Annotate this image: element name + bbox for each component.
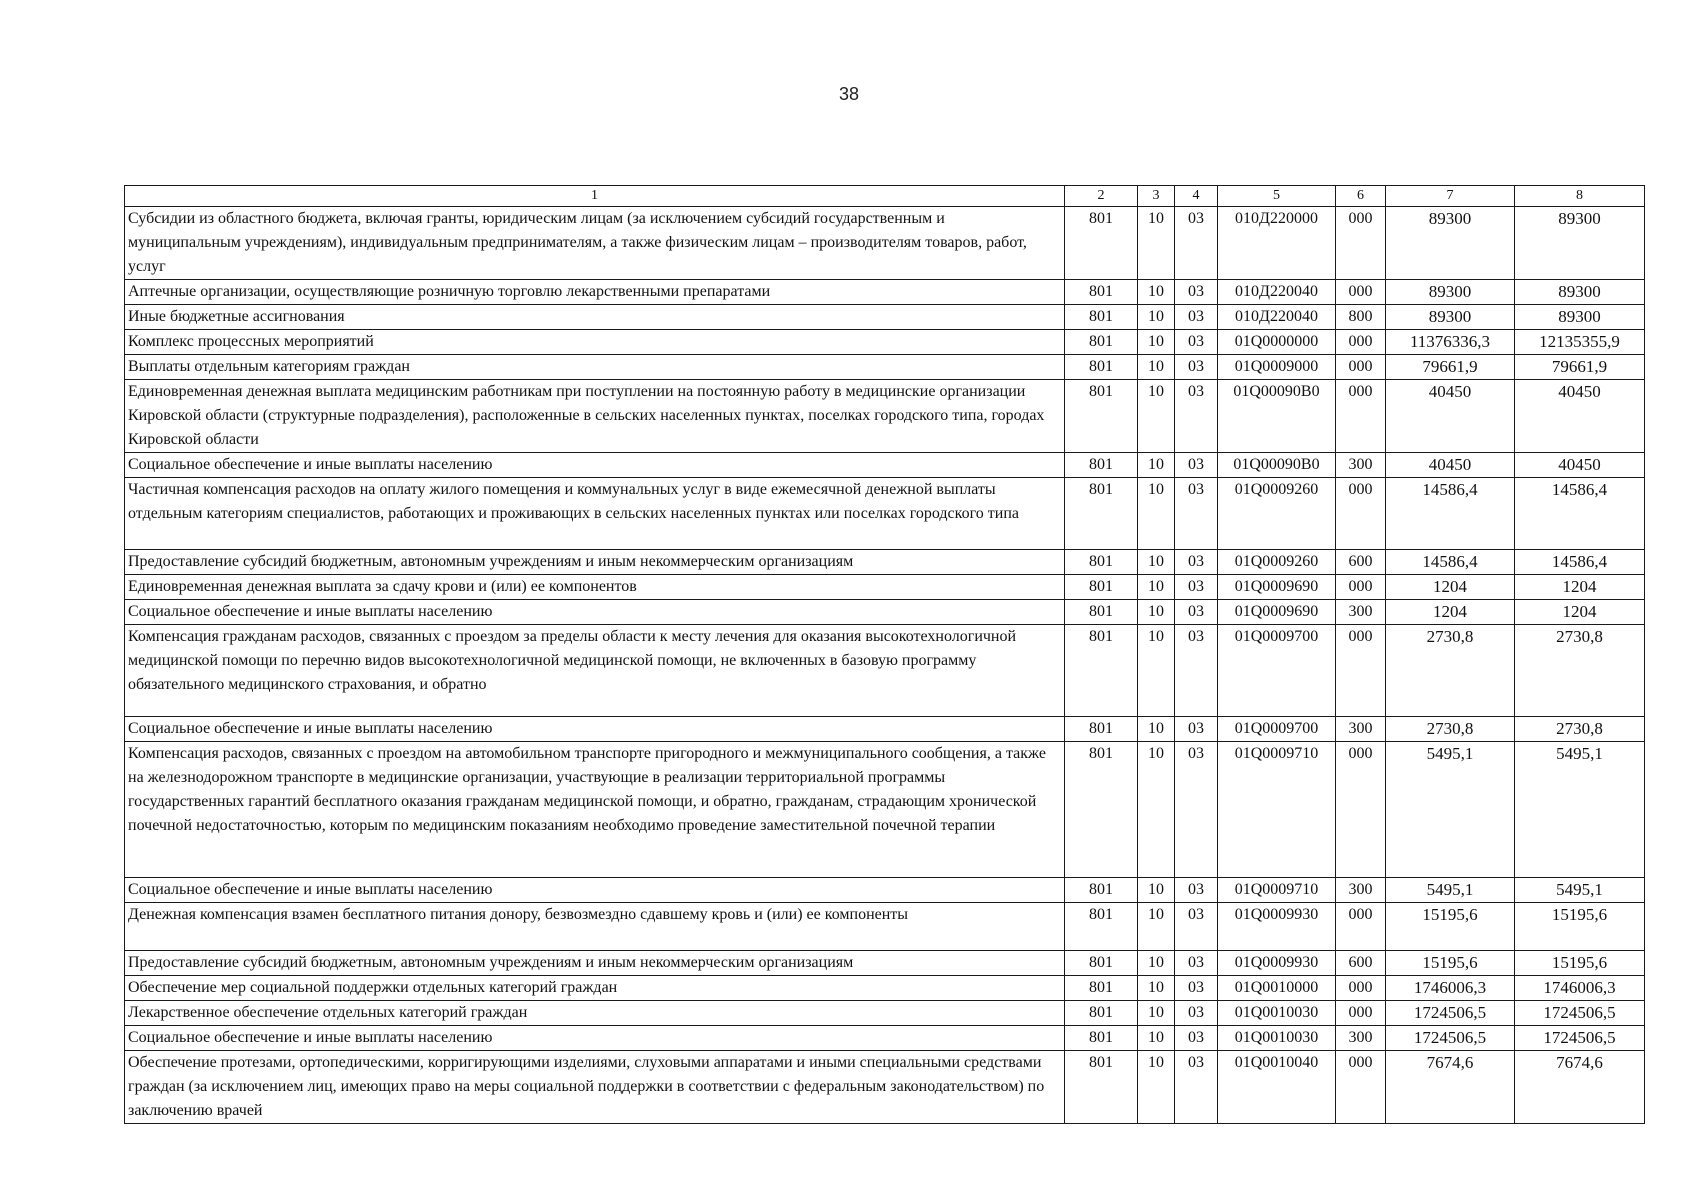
ministry-code-cell: 801 [1065,742,1138,878]
amount-year-1-cell: 15195,6 [1386,903,1515,951]
item-name-cell: Аптечные организации, осуществляющие розничную торговлю лекарственными препаратами [125,280,1065,305]
expense-type-cell: 000 [1336,903,1386,951]
target-article-cell: 01Q0009930 [1218,903,1336,951]
item-name-cell: Комплекс процессных мероприятий [125,330,1065,355]
table-row [125,305,1645,330]
header-row [125,186,1645,207]
section-code-cell: 10 [1138,976,1175,1001]
section-code-cell: 10 [1138,380,1175,453]
ministry-code-cell: 801 [1065,903,1138,951]
target-article-cell: 01Q0009260 [1218,478,1336,550]
amount-year-1-cell: 40450 [1386,380,1515,453]
section-code-cell: 10 [1138,717,1175,742]
amount-year-2-cell: 40450 [1515,380,1645,453]
target-article-cell: 01Q0009710 [1218,742,1336,878]
target-article-cell: 01Q0009700 [1218,625,1336,717]
expense-type-cell: 000 [1336,625,1386,717]
item-name-cell: Единовременная денежная выплата медицинским работникам при поступлении на постоянную работу в медицинские организации Кировской области (структурные подразделения), расположенные в сельских населенных пунктах, поселках городского типа, городах Кировской области [125,380,1065,453]
expense-type-cell: 300 [1336,717,1386,742]
target-article-cell: 01Q0009710 [1218,878,1336,903]
item-name-cell: Компенсация гражданам расходов, связанных с проездом за пределы области к месту лечения для оказания высокотехнологичной медицинской помощи по перечню видов высокотехнологичной медицинской помощи, не включенных в базовую программу обязательного медицинского страхования, и обратно [125,625,1065,717]
amount-year-2-cell: 89300 [1515,280,1645,305]
section-code-cell: 10 [1138,878,1175,903]
section-code-cell: 10 [1138,478,1175,550]
section-code-cell: 10 [1138,207,1175,280]
amount-year-1-cell: 14586,4 [1386,550,1515,575]
ministry-code-cell: 801 [1065,453,1138,478]
ministry-code-cell: 801 [1065,207,1138,280]
amount-year-1-cell: 1204 [1386,575,1515,600]
amount-year-1-cell: 1724506,5 [1386,1001,1515,1026]
expense-type-cell: 300 [1336,453,1386,478]
table-row [125,951,1645,976]
target-article-cell: 01Q0009930 [1218,951,1336,976]
amount-year-1-cell: 89300 [1386,305,1515,330]
table-row [125,478,1645,550]
amount-year-1-cell: 14586,4 [1386,478,1515,550]
amount-year-1-cell: 5495,1 [1386,878,1515,903]
item-name-cell: Социальное обеспечение и иные выплаты населению [125,717,1065,742]
table-row [125,976,1645,1001]
table-row [125,717,1645,742]
ministry-code-cell: 801 [1065,280,1138,305]
subsection-code-cell: 03 [1175,280,1218,305]
ministry-code-cell: 801 [1065,951,1138,976]
subsection-code-cell: 03 [1175,478,1218,550]
header-cell: 2 [1065,186,1138,207]
section-code-cell: 10 [1138,600,1175,625]
header-cell: 3 [1138,186,1175,207]
expense-type-cell: 000 [1336,280,1386,305]
subsection-code-cell: 03 [1175,600,1218,625]
ministry-code-cell: 801 [1065,330,1138,355]
amount-year-1-cell: 1746006,3 [1386,976,1515,1001]
ministry-code-cell: 801 [1065,478,1138,550]
amount-year-1-cell: 5495,1 [1386,742,1515,878]
subsection-code-cell: 03 [1175,330,1218,355]
amount-year-2-cell: 1746006,3 [1515,976,1645,1001]
header-cell: 7 [1386,186,1515,207]
section-code-cell: 10 [1138,1051,1175,1124]
expense-type-cell: 600 [1336,951,1386,976]
header-cell: 4 [1175,186,1218,207]
target-article-cell: 01Q0010030 [1218,1026,1336,1051]
amount-year-1-cell: 2730,8 [1386,625,1515,717]
table-row [125,280,1645,305]
section-code-cell: 10 [1138,1001,1175,1026]
expense-type-cell: 000 [1336,742,1386,878]
amount-year-2-cell: 5495,1 [1515,878,1645,903]
table-row [125,1001,1645,1026]
section-code-cell: 10 [1138,453,1175,478]
item-name-cell: Частичная компенсация расходов на оплату жилого помещения и коммунальных услуг в виде ежемесячной денежной выплаты отдельным категориям специалистов, работающих и проживающих в сельских населенных пунктах или поселках городского типа [125,478,1065,550]
amount-year-1-cell: 89300 [1386,280,1515,305]
ministry-code-cell: 801 [1065,600,1138,625]
ministry-code-cell: 801 [1065,575,1138,600]
section-code-cell: 10 [1138,575,1175,600]
table-row [125,453,1645,478]
target-article-cell: 01Q0009260 [1218,550,1336,575]
item-name-cell: Выплаты отдельным категориям граждан [125,355,1065,380]
table-row [125,878,1645,903]
item-name-cell: Иные бюджетные ассигнования [125,305,1065,330]
amount-year-2-cell: 79661,9 [1515,355,1645,380]
amount-year-2-cell: 14586,4 [1515,550,1645,575]
amount-year-2-cell: 1724506,5 [1515,1026,1645,1051]
subsection-code-cell: 03 [1175,951,1218,976]
subsection-code-cell: 03 [1175,355,1218,380]
item-name-cell: Социальное обеспечение и иные выплаты населению [125,600,1065,625]
amount-year-2-cell: 1204 [1515,600,1645,625]
subsection-code-cell: 03 [1175,742,1218,878]
ministry-code-cell: 801 [1065,305,1138,330]
expense-type-cell: 300 [1336,600,1386,625]
item-name-cell: Предоставление субсидий бюджетным, автономным учреждениям и иным некоммерческим организациям [125,550,1065,575]
ministry-code-cell: 801 [1065,976,1138,1001]
ministry-code-cell: 801 [1065,717,1138,742]
header-cell: 8 [1515,186,1645,207]
amount-year-2-cell: 2730,8 [1515,717,1645,742]
target-article-cell: 01Q0000000 [1218,330,1336,355]
amount-year-1-cell: 15195,6 [1386,951,1515,976]
amount-year-2-cell: 2730,8 [1515,625,1645,717]
item-name-cell: Обеспечение мер социальной поддержки отдельных категорий граждан [125,976,1065,1001]
table-row [125,550,1645,575]
expense-type-cell: 000 [1336,478,1386,550]
expense-type-cell: 000 [1336,355,1386,380]
subsection-code-cell: 03 [1175,1001,1218,1026]
amount-year-1-cell: 2730,8 [1386,717,1515,742]
expense-type-cell: 300 [1336,1026,1386,1051]
item-name-cell: Обеспечение протезами, ортопедическими, корригирующими изделиями, слуховыми аппаратами и иными специальными средствами граждан (за исключением лиц, имеющих право на меры социальной поддержки в соответствии с федеральным законодательством) по заключению врачей [125,1051,1065,1124]
item-name-cell: Социальное обеспечение и иные выплаты населению [125,1026,1065,1051]
amount-year-2-cell: 5495,1 [1515,742,1645,878]
table-row [125,1051,1645,1124]
ministry-code-cell: 801 [1065,355,1138,380]
table-row [125,355,1645,380]
subsection-code-cell: 03 [1175,1051,1218,1124]
amount-year-2-cell: 1204 [1515,575,1645,600]
amount-year-2-cell: 14586,4 [1515,478,1645,550]
target-article-cell: 01Q0010000 [1218,976,1336,1001]
table-row [125,742,1645,878]
subsection-code-cell: 03 [1175,380,1218,453]
section-code-cell: 10 [1138,625,1175,717]
target-article-cell: 01Q0009690 [1218,600,1336,625]
expense-type-cell: 000 [1336,380,1386,453]
header-cell: 1 [125,186,1065,207]
section-code-cell: 10 [1138,1026,1175,1051]
amount-year-1-cell: 1204 [1386,600,1515,625]
target-article-cell: 010Д220000 [1218,207,1336,280]
ministry-code-cell: 801 [1065,550,1138,575]
target-article-cell: 010Д220040 [1218,305,1336,330]
expense-type-cell: 000 [1336,1001,1386,1026]
amount-year-2-cell: 40450 [1515,453,1645,478]
item-name-cell: Социальное обеспечение и иные выплаты населению [125,878,1065,903]
table-row [125,380,1645,453]
subsection-code-cell: 03 [1175,717,1218,742]
ministry-code-cell: 801 [1065,1001,1138,1026]
expense-type-cell: 800 [1336,305,1386,330]
item-name-cell: Лекарственное обеспечение отдельных категорий граждан [125,1001,1065,1026]
page-number: 38 [838,84,860,104]
item-name-cell: Денежная компенсация взамен бесплатного питания донору, безвозмездно сдавшему кровь и (или) ее компоненты [125,903,1065,951]
amount-year-1-cell: 79661,9 [1386,355,1515,380]
section-code-cell: 10 [1138,330,1175,355]
ministry-code-cell: 801 [1065,380,1138,453]
subsection-code-cell: 03 [1175,878,1218,903]
item-name-cell: Единовременная денежная выплата за сдачу крови и (или) ее компонентов [125,575,1065,600]
subsection-code-cell: 03 [1175,207,1218,280]
expense-type-cell: 000 [1336,575,1386,600]
table-body [125,207,1645,1124]
subsection-code-cell: 03 [1175,453,1218,478]
amount-year-2-cell: 89300 [1515,305,1645,330]
subsection-code-cell: 03 [1175,976,1218,1001]
ministry-code-cell: 801 [1065,878,1138,903]
subsection-code-cell: 03 [1175,575,1218,600]
section-code-cell: 10 [1138,903,1175,951]
amount-year-2-cell: 12135355,9 [1515,330,1645,355]
subsection-code-cell: 03 [1175,1026,1218,1051]
section-code-cell: 10 [1138,550,1175,575]
expense-type-cell: 000 [1336,976,1386,1001]
expense-type-cell: 000 [1336,207,1386,280]
section-code-cell: 10 [1138,355,1175,380]
subsection-code-cell: 03 [1175,305,1218,330]
section-code-cell: 10 [1138,742,1175,878]
target-article-cell: 01Q0009690 [1218,575,1336,600]
table-row [125,625,1645,717]
item-name-cell: Предоставление субсидий бюджетным, автономным учреждениям и иным некоммерческим организациям [125,951,1065,976]
amount-year-1-cell: 1724506,5 [1386,1026,1515,1051]
amount-year-1-cell: 40450 [1386,453,1515,478]
expense-type-cell: 300 [1336,878,1386,903]
item-name-cell: Компенсация расходов, связанных с проездом на автомобильном транспорте пригородного и межмуниципального сообщения, а также на железнодорожном транспорте в медицинские организации, участвующие в реализации территориальной программы государственных гарантий бесплатного оказания гражданам медицинской помощи, и обратно, гражданам, страдающим хронической почечной недостаточностью, которым по медицинским показаниям необходимо проведение заместительной почечной терапии [125,742,1065,878]
target-article-cell: 01Q00090B0 [1218,453,1336,478]
item-name-cell: Субсидии из областного бюджета, включая гранты, юридическим лицам (за исключением субсидий государственным и муниципальным учреждениям), индивидуальным предпринимателям, а также физическим лицам – производителям товаров, работ, услуг [125,207,1065,280]
ministry-code-cell: 801 [1065,1051,1138,1124]
amount-year-1-cell: 7674,6 [1386,1051,1515,1124]
amount-year-2-cell: 1724506,5 [1515,1001,1645,1026]
ministry-code-cell: 801 [1065,1026,1138,1051]
target-article-cell: 010Д220040 [1218,280,1336,305]
section-code-cell: 10 [1138,305,1175,330]
table-row [125,330,1645,355]
section-code-cell: 10 [1138,951,1175,976]
table-row [125,575,1645,600]
header-cell: 5 [1218,186,1336,207]
expense-type-cell: 600 [1336,550,1386,575]
table-row [125,903,1645,951]
target-article-cell: 01Q0010030 [1218,1001,1336,1026]
amount-year-2-cell: 15195,6 [1515,903,1645,951]
item-name-cell: Социальное обеспечение и иные выплаты населению [125,453,1065,478]
table-row [125,1026,1645,1051]
target-article-cell: 01Q0009700 [1218,717,1336,742]
subsection-code-cell: 03 [1175,625,1218,717]
subsection-code-cell: 03 [1175,550,1218,575]
header-cell: 6 [1336,186,1386,207]
expense-type-cell: 000 [1336,330,1386,355]
table-row [125,600,1645,625]
target-article-cell: 01Q0009000 [1218,355,1336,380]
table-row [125,207,1645,280]
ministry-code-cell: 801 [1065,625,1138,717]
amount-year-2-cell: 7674,6 [1515,1051,1645,1124]
budget-table [124,185,1645,1124]
target-article-cell: 01Q00090B0 [1218,380,1336,453]
amount-year-1-cell: 89300 [1386,207,1515,280]
section-code-cell: 10 [1138,280,1175,305]
amount-year-1-cell: 11376336,3 [1386,330,1515,355]
amount-year-2-cell: 89300 [1515,207,1645,280]
amount-year-2-cell: 15195,6 [1515,951,1645,976]
expense-type-cell: 000 [1336,1051,1386,1124]
target-article-cell: 01Q0010040 [1218,1051,1336,1124]
subsection-code-cell: 03 [1175,903,1218,951]
